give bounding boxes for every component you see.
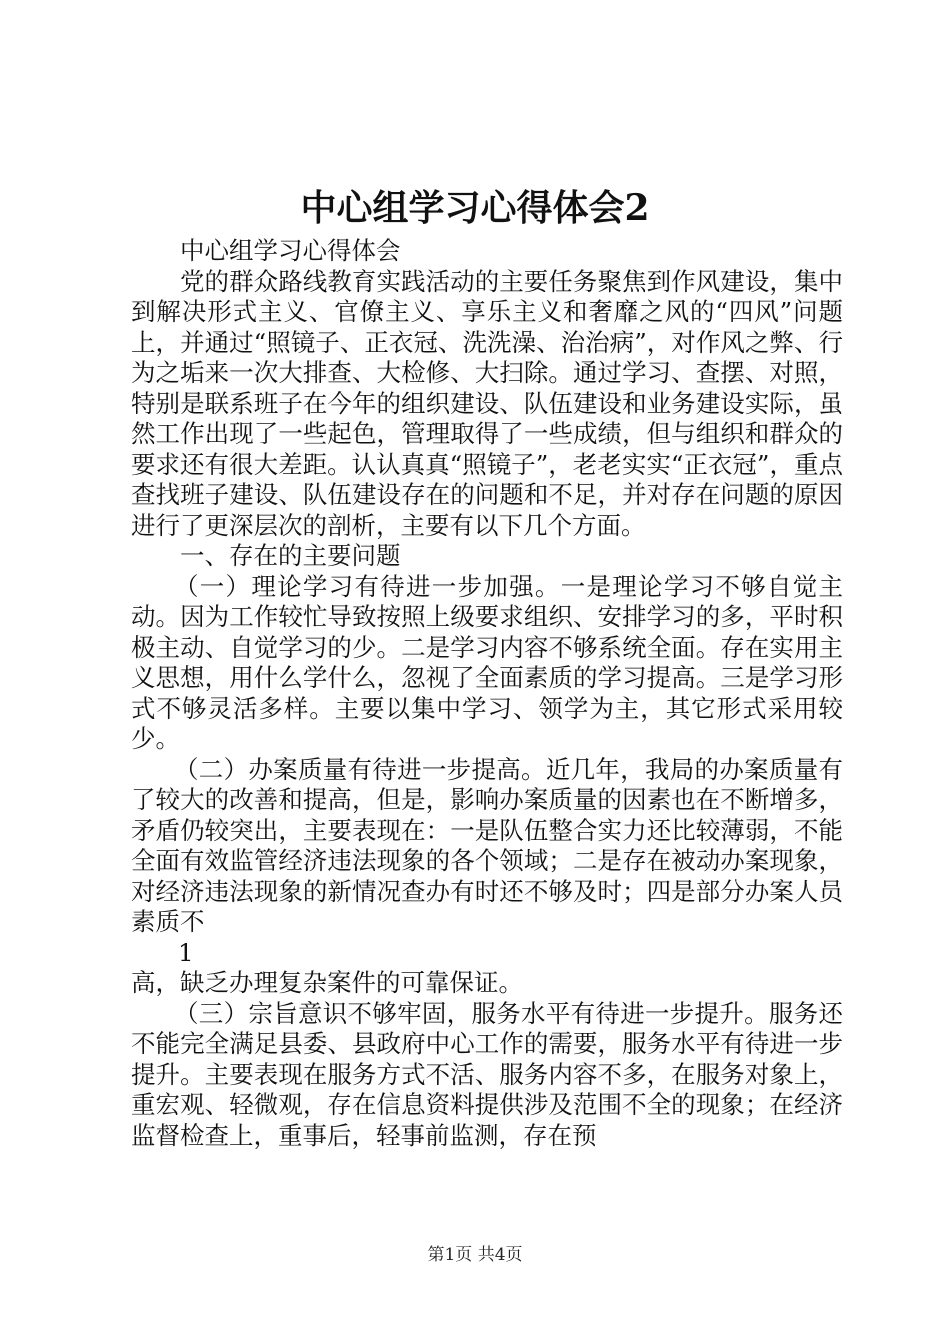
document-title: 中心组学习心得体会2: [300, 187, 650, 229]
subtitle-line: 中心组学习心得体会: [180, 236, 401, 265]
paragraph-continuation: 高，缺乏办理复杂案件的可靠保证。: [131, 968, 523, 997]
paragraph-intro: 党的群众路线教育实践活动的主要任务聚焦到作风建设，集中到解决形式主义、官僚主义、享乐主义和奢靡之风的“四风”问题上，并通过“照镜子、正衣冠、洗洗澡、治治病”，对作风之弊、行为之垢来一次大排查、大检修、大扫除。通过学习、查摆、对照，特别是联系班子在今年的组织建设、队伍建设和业务建设实际，虽然工作出现了一些起色，管理取得了一些成绩，但与组织和群众的要求还有很大差距。认认真真“照镜子”，老老实实“正衣冠”，重点查找班子建设、队伍建设存在的问题和不足，并对存在问题的原因进行了更深层次的剖析，主要有以下几个方面。: [131, 266, 843, 540]
paragraph-theory-study: （一）理论学习有待进一步加强。一是理论学习不够自觉主动。因为工作较忙导致按照上级要求组织、安排学习的多，平时积极主动、自觉学习的少。二是学习内容不够系统全面。存在实用主义思想，用什么学什么，忽视了全面素质的学习提高。三是学习形式不够灵活多样。主要以集中学习、领学为主，其它形式采用较少。: [131, 571, 843, 753]
paragraph-case-quality: （二）办案质量有待进一步提高。近几年，我局的办案质量有了较大的改善和提高，但是，影响办案质量的因素也在不断增多，矛盾仍较突出，主要表现在：一是队伍整合实力还比较薄弱，不能全面有效监管经济违法现象的各个领域；二是存在被动办案现象，对经济违法现象的新情况查办有时还不够及时；四是部分办案人员素质不: [131, 754, 843, 936]
inline-page-number: 1: [178, 937, 194, 967]
paragraph-service-level: （三）宗旨意识不够牢固，服务水平有待进一步提升。服务还不能完全满足县委、县政府中心工作的需要，服务水平有待进一步提升。主要表现在服务方式不活、服务内容不多，在服务对象上，重宏观、轻微观，存在信息资料提供涉及范围不全的现象；在经济监督检查上，重事后，轻事前监测，存在预: [131, 998, 843, 1150]
document-body: [131, 236, 843, 1151]
page-footer: 第1页 共4页: [427, 1245, 523, 1265]
section-heading: 一、存在的主要问题: [180, 541, 401, 570]
